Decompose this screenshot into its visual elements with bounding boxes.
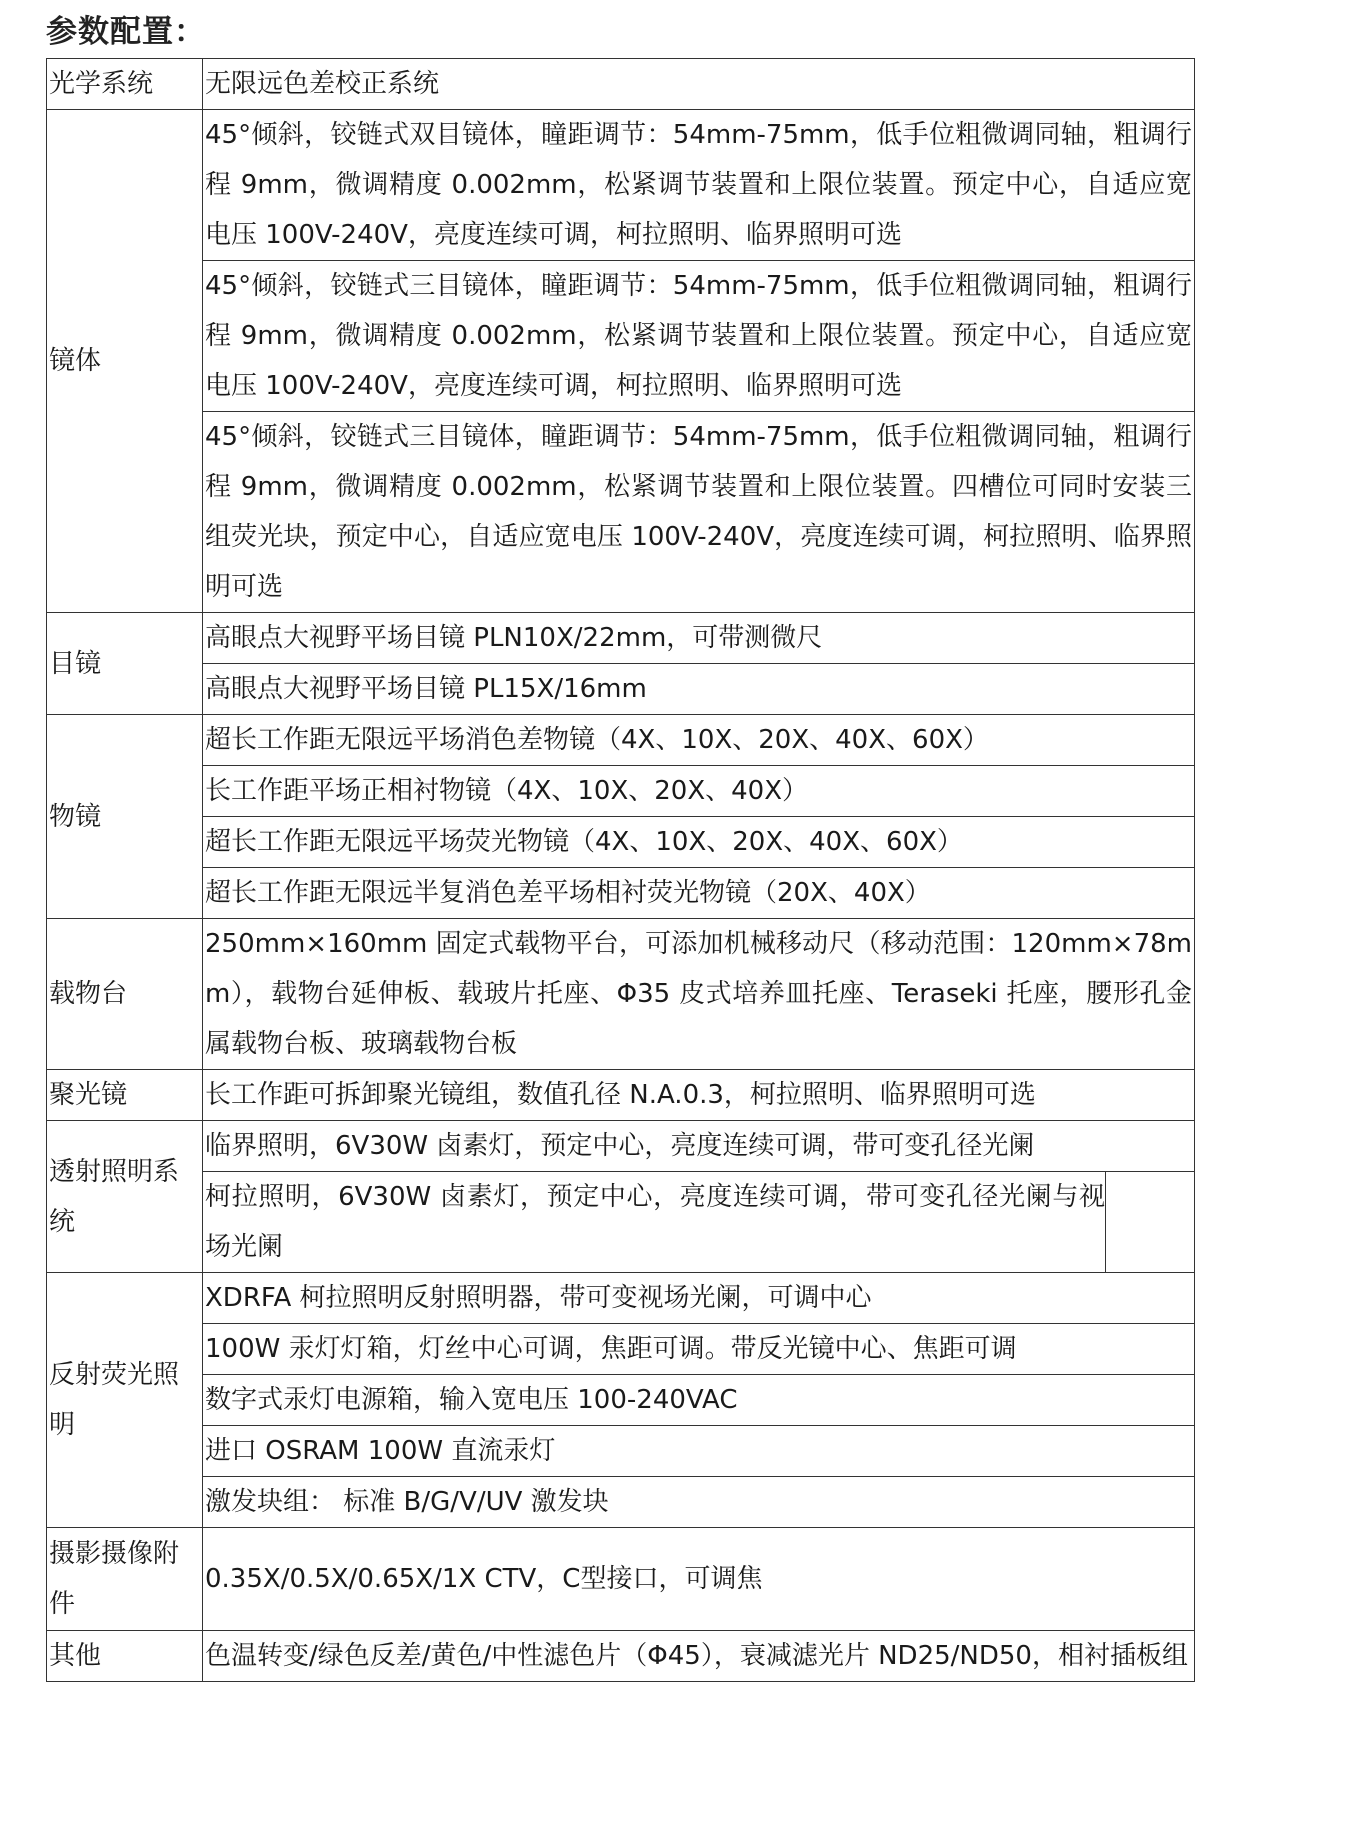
table-row bbox=[47, 1375, 1195, 1426]
table-row bbox=[47, 1477, 1195, 1528]
row-value: 激发块组： 标准 B/G/V/UV 激发块 bbox=[203, 1477, 1195, 1528]
row-value: 45°倾斜，铰链式三目镜体，瞳距调节：54mm-75mm，低手位粗微调同轴，粗调行程 9mm，微调精度 0.002mm，松紧调节装置和上限位装置。预定中心，自适应宽电压 100V-240V，亮度连续可调，柯拉照明、临界照明可选 bbox=[203, 261, 1195, 412]
section-heading: 参数配置： bbox=[46, 14, 206, 50]
row-value: 无限远色差校正系统 bbox=[203, 59, 1195, 110]
row-value: 长工作距可拆卸聚光镜组，数值孔径 N.A.0.3，柯拉照明、临界照明可选 bbox=[203, 1070, 1195, 1121]
table-row bbox=[47, 817, 1195, 868]
row-label: 摄影摄像附件 bbox=[47, 1528, 203, 1631]
row-value: 进口 OSRAM 100W 直流汞灯 bbox=[203, 1426, 1195, 1477]
row-value: 数字式汞灯电源箱，输入宽电压 100-240VAC bbox=[203, 1375, 1195, 1426]
row-label: 镜体 bbox=[47, 110, 203, 613]
row-value: 超长工作距无限远平场荧光物镜（4X、10X、20X、40X、60X） bbox=[203, 817, 1195, 868]
row-label: 反射荧光照明 bbox=[47, 1273, 203, 1528]
table-row bbox=[47, 868, 1195, 919]
table-row bbox=[47, 1426, 1195, 1477]
row-label: 光学系统 bbox=[47, 59, 203, 110]
row-label: 透射照明系统 bbox=[47, 1121, 203, 1273]
row-value: 高眼点大视野平场目镜 PL15X/16mm bbox=[203, 664, 1195, 715]
table-row bbox=[47, 110, 1195, 261]
row-value: 超长工作距无限远平场消色差物镜（4X、10X、20X、40X、60X） bbox=[203, 715, 1195, 766]
table-row bbox=[47, 1273, 1195, 1324]
table-row bbox=[47, 1121, 1195, 1172]
table-row bbox=[47, 59, 1195, 110]
row-value: 高眼点大视野平场目镜 PLN10X/22mm，可带测微尺 bbox=[203, 613, 1195, 664]
table-row bbox=[47, 1324, 1195, 1375]
row-value-cell bbox=[203, 1172, 1195, 1273]
row-label: 聚光镜 bbox=[47, 1070, 203, 1121]
row-value: 100W 汞灯灯箱，灯丝中心可调，焦距可调。带反光镜中心、焦距可调 bbox=[203, 1324, 1195, 1375]
table-row bbox=[47, 766, 1195, 817]
row-value: 临界照明，6V30W 卤素灯，预定中心，亮度连续可调，带可变孔径光阑 bbox=[203, 1121, 1195, 1172]
table-row bbox=[47, 1070, 1195, 1121]
row-value: 45°倾斜，铰链式双目镜体，瞳距调节：54mm-75mm，低手位粗微调同轴，粗调行程 9mm，微调精度 0.002mm，松紧调节装置和上限位装置。预定中心，自适应宽电压 100V-240V，亮度连续可调，柯拉照明、临界照明可选 bbox=[203, 110, 1195, 261]
row-value: XDRFA 柯拉照明反射照明器，带可变视场光阑，可调中心 bbox=[203, 1273, 1195, 1324]
spec-table bbox=[46, 58, 1195, 1682]
row-value: 色温转变/绿色反差/黄色/中性滤色片（Φ45），衰减滤光片 ND25/ND50，相衬插板组 bbox=[203, 1631, 1195, 1682]
table-row bbox=[47, 1631, 1195, 1682]
row-label: 其他 bbox=[47, 1631, 203, 1682]
row-label: 目镜 bbox=[47, 613, 203, 715]
row-label: 物镜 bbox=[47, 715, 203, 919]
row-value: 250mm×160mm 固定式载物平台，可添加机械移动尺（移动范围：120mm×78mm），载物台延伸板、载玻片托座、Φ35 皮式培养皿托座、Teraseki 托座，腰形孔金属载物台板、玻璃载物台板 bbox=[203, 919, 1195, 1070]
table-row bbox=[47, 715, 1195, 766]
table-row bbox=[47, 412, 1195, 613]
row-value: 柯拉照明，6V30W 卤素灯，预定中心，亮度连续可调，带可变孔径光阑与视场光阑 bbox=[205, 1172, 1106, 1272]
row-value: 0.35X/0.5X/0.65X/1X CTV，C型接口，可调焦 bbox=[203, 1528, 1195, 1631]
table-row bbox=[47, 261, 1195, 412]
table-row bbox=[47, 919, 1195, 1070]
table-row bbox=[47, 1528, 1195, 1631]
row-value: 45°倾斜，铰链式三目镜体，瞳距调节：54mm-75mm，低手位粗微调同轴，粗调行程 9mm，微调精度 0.002mm，松紧调节装置和上限位装置。四槽位可同时安装三组荧光块，预定中心，自适应宽电压 100V-240V，亮度连续可调，柯拉照明、临界照明可选 bbox=[203, 412, 1195, 613]
table-row bbox=[47, 664, 1195, 715]
row-label: 载物台 bbox=[47, 919, 203, 1070]
table-row bbox=[47, 1172, 1195, 1273]
row-value: 超长工作距无限远半复消色差平场相衬荧光物镜（20X、40X） bbox=[203, 868, 1195, 919]
table-row bbox=[47, 613, 1195, 664]
row-value: 长工作距平场正相衬物镜（4X、10X、20X、40X） bbox=[203, 766, 1195, 817]
